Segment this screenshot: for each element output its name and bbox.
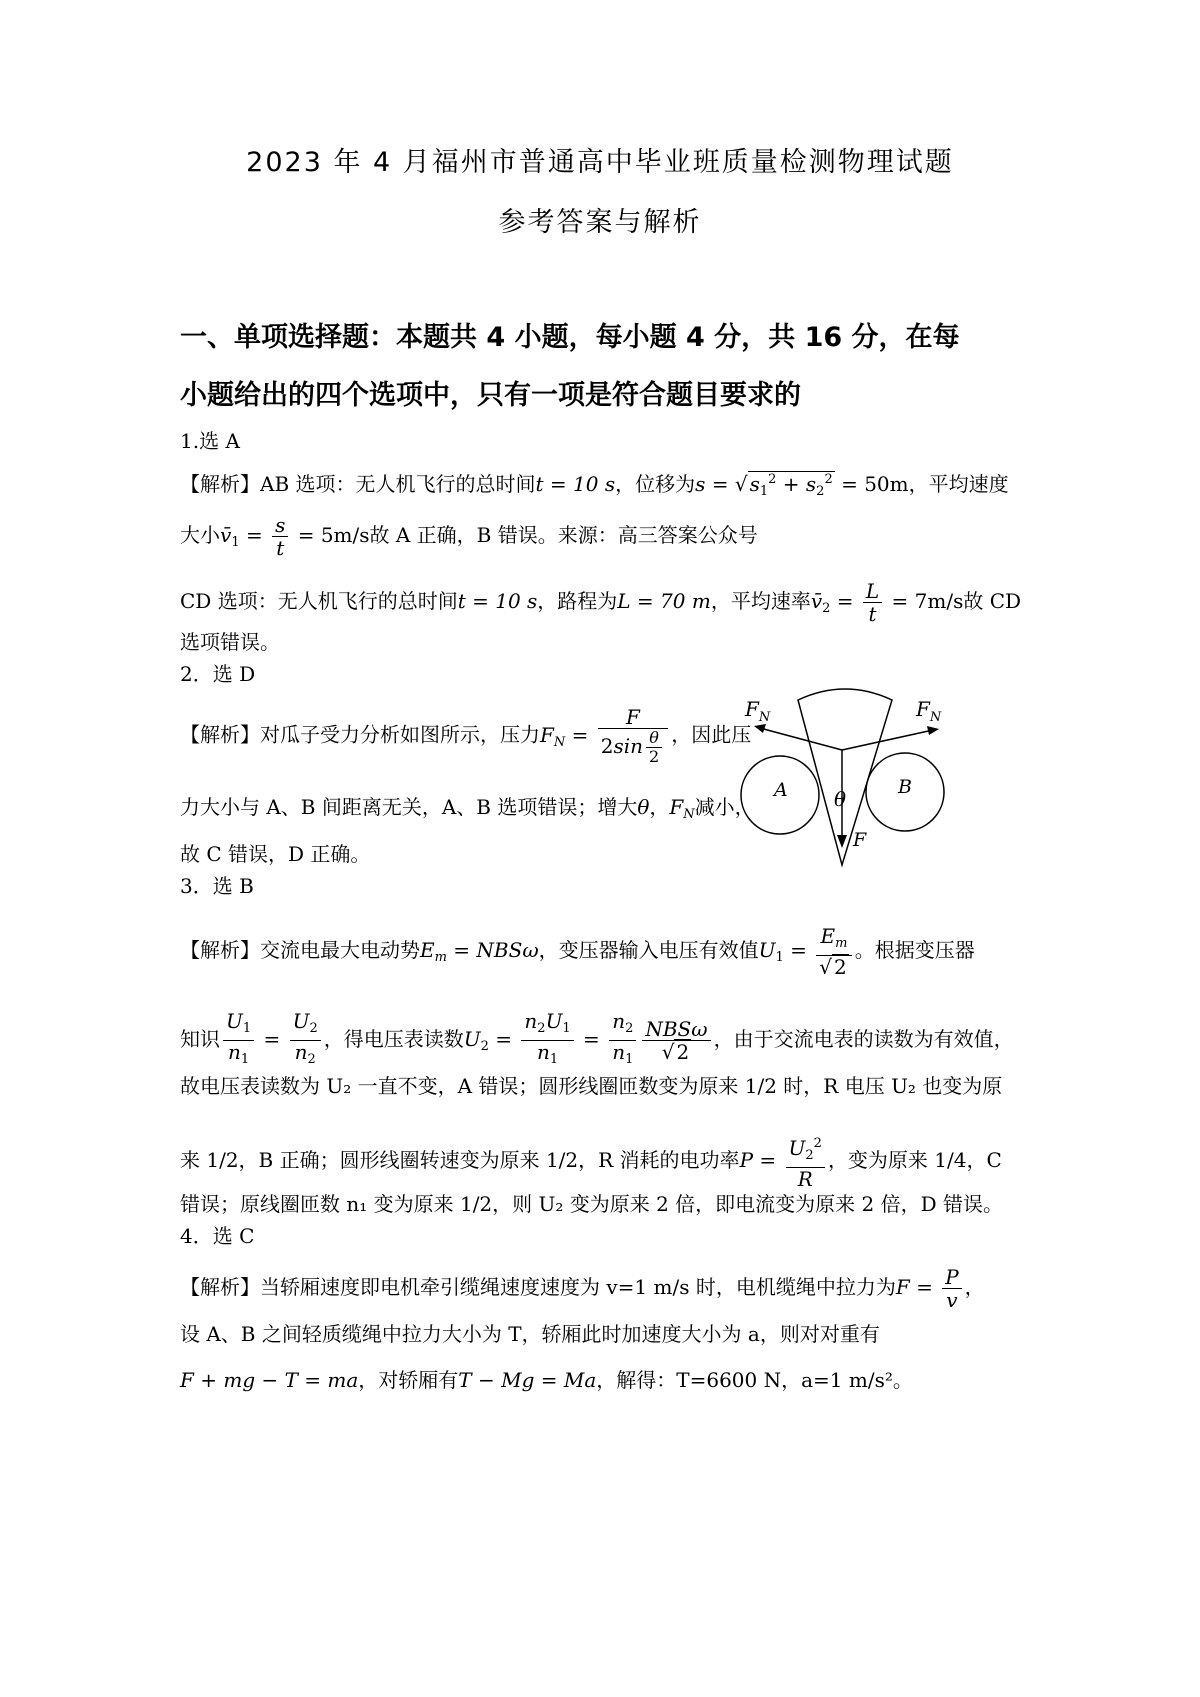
q3-line5: 错误；原线圈匝数 n₁ 变为原来 1/2，则 U₂ 变为原来 2 倍，即电流变为原来 2 倍，D 错误。 [180,1192,1004,1216]
section-heading-line2: 小题给出的四个选项中，只有一项是符合题目要求的 [180,380,801,411]
q3-text1b: ，变压器输入电压有效值 [538,938,759,962]
arrowhead-left-icon [754,724,766,733]
q3-text4: 来 1/2，B 正确；圆形线圈转速变为原来 1/2，R 消耗的电功率 [180,1148,740,1172]
q3-text2c: ，由于交流电表的读数为有效值， [713,1027,1014,1051]
q1-ab-text4: 大小 [180,523,220,547]
q3-line1 [180,925,975,978]
force-fn-right-arrow [842,730,933,750]
q4-force-formula: F = $\frac{P}{v}$ [896,1275,965,1299]
q4-text1: 当轿厢速度即电机牵引缆绳速度速度为 v=1 m/s 时，电机缆绳中拉力为 [260,1275,896,1299]
q4-text3b: ，对轿厢有 [358,1368,459,1392]
q1-velocity-formula: $v̄_1$ = $\frac{s}{t}$ = 5m/s [220,513,370,560]
q4-line2: 设 A、B 之间轻质缆绳中拉力大小为 T，轿厢此时加速度大小为 a，则对对重有 [180,1322,880,1346]
q4-line3 [180,1366,913,1394]
page-title: 2023 年 4 月福州市普通高中毕业班质量检测物理试题 [246,147,954,178]
q1-cd-path: L = 70 m [617,589,711,613]
q1-ab-text5: 故 A 正确，B 错误。来源：高三答案公众号 [369,523,758,547]
analysis-tag: 【解析】 [180,1275,260,1299]
q2-text1: 对瓜子受力分析如图所示，压力 [260,722,540,747]
q3-text1c: 。根据变压器 [854,938,975,962]
q1-line-ab [180,466,1009,506]
q1-cd-time: t = 10 s [457,589,538,613]
q1-cd-text2: ，路程为 [537,589,618,613]
q3-text2: 知识 [180,1027,220,1051]
q1-displacement-formula: s = √ $s_1^2 + s_2^2 = 50m$ [695,472,909,499]
q4-eq2: T − Mg = Ma [458,1368,597,1392]
q3-line4 [180,1133,1002,1190]
q1-cd-text5: 选项错误。 [180,630,280,654]
analysis-tag: 【解析】 [180,722,260,747]
force-fn-left-arrow [760,728,842,750]
q1-speed-formula: $v̄_2$ = $\frac{L}{t}$ = 7m/s [810,579,964,626]
q1-answer: 1.选 A [180,429,240,453]
q1-cd-text: CD 选项：无人机飞行的总时间 [180,589,458,613]
q1-ab-text: AB 选项：无人机飞行的总时间 [260,472,536,496]
label-b: B [898,776,912,798]
q1-cd-text4: 故 CD [963,589,1022,613]
q4-line1 [180,1266,985,1311]
label-fn-right: $F_N$ [916,697,942,725]
q3-text2b: ，得电压表读数 [323,1027,464,1051]
q3-emf-formula: $E_m = NBS\omega$ [420,938,539,965]
q1-line-ab2 [180,514,758,559]
analysis-tag: 【解析】 [180,938,260,962]
q3-text1: 交流电最大电动势 [260,938,420,962]
section-heading-line1: 一、单项选择题：本题共 4 小题，每小题 4 分，共 16 分，在每 [180,322,960,353]
q1-cd-text3: ，平均速率 [710,589,811,613]
q4-eq1: F + mg − T = ma [180,1368,359,1392]
page-subtitle: 参考答案与解析 [498,207,702,238]
label-fn-left: $F_N$ [745,697,771,725]
q3-power-formula: P = $\frac{U_2^2}{R}$ [740,1148,828,1172]
q3-u2-formula: $U_2$ = $\frac{n_2U_1}{n_1}$ = $\frac{n_2}{n_1}$ $\frac{\text{NBSω}}{√ 2}$ [464,1027,714,1051]
q2-answer: 2．选 D [180,662,256,686]
label-theta: θ [834,787,847,811]
q3-line3: 故电压表读数为 U₂ 一直不变，A 错误；圆形线圈匝数变为原来 1/2 时，R 电压 U₂ 也变为原 [180,1074,1003,1098]
analysis-tag: 【解析】 [180,472,260,496]
q2-line3: 故 C 错误，D 正确。 [180,842,371,866]
q1-line-cd [180,580,1021,625]
q2-pressure-formula: $F_N$ = F 2sin $\frac{\theta}{2}$ [540,723,671,747]
q2-text2b: 减小， [694,795,755,819]
label-f: F [853,829,867,851]
q1-ab-text2: ，位移为 [615,472,696,496]
q2-theta: θ [637,795,650,819]
q2-text1b: ，因此压 [671,722,752,747]
q3-u1-formula: $U_1$ = $\frac{E_m}{√ 2}$ [759,938,855,962]
q1-ab-time: t = 10 s [535,472,616,496]
q3-answer: 3．选 B [180,874,254,898]
arrowhead-right-icon [927,726,939,735]
arrowhead-down-icon [837,835,847,848]
q1-ab-text3: ，平均速度 [908,472,1009,496]
q2-line1 [180,706,751,766]
q4-text1b: ， [964,1275,985,1299]
q2-force-diagram [730,680,960,880]
q3-ratio-formula: $\frac{U_1}{n_1}$ = $\frac{U_2}{n_2}$ [220,1027,324,1051]
q4-text3d: ，解得：T=6600 N，a=1 m/s²。 [596,1368,913,1392]
q3-line2 [180,1010,1014,1071]
label-a: A [774,779,788,801]
q3-text4b: ，变为原来 1/4，C [827,1148,1002,1172]
q2-text2: 力大小与 A、B 间距离无关，A、B 选项错误；增大 [180,795,638,819]
q2-line2: 力大小与 A、B 间距离无关，A、B 选项错误；增大θ，$F_N$减小， [180,795,755,822]
q4-answer: 4．选 C [180,1224,255,1248]
